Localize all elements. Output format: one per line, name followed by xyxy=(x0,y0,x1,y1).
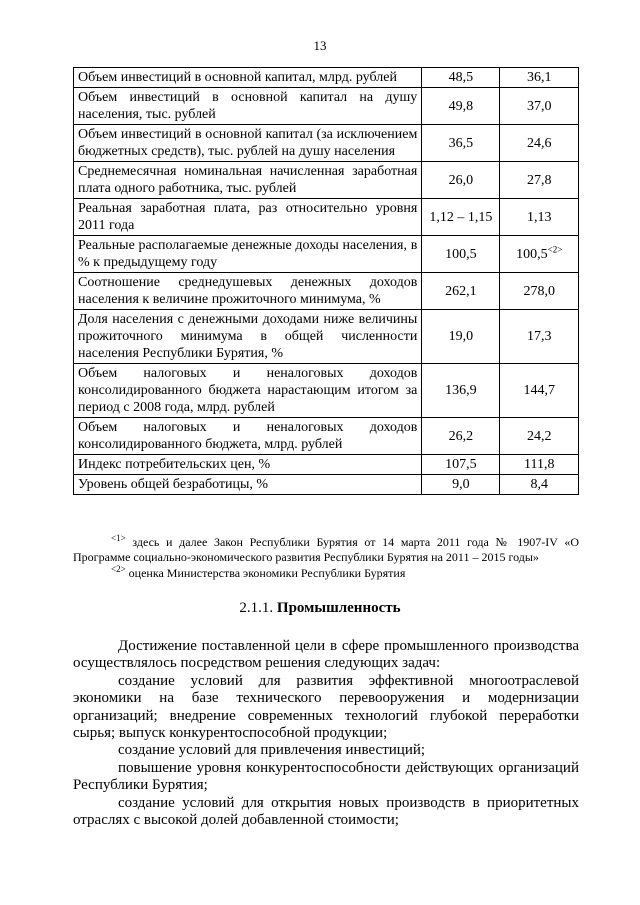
value-col1: 48,5 xyxy=(422,68,500,88)
value-col2-number: 278,0 xyxy=(523,283,555,299)
value-col2 xyxy=(500,455,579,475)
table-row xyxy=(74,236,579,273)
indicator-label: Среднемесячная номинальная начисленная заработная плата одного работника, тыс. рублей xyxy=(74,162,422,199)
indicator-label: Уровень общей безработицы, % xyxy=(74,475,422,495)
footnote-2-marker: <2> xyxy=(111,564,126,574)
value-col1: 136,9 xyxy=(422,364,500,418)
value-col2-number: 100,5 xyxy=(516,246,548,262)
value-col2-number: 36,1 xyxy=(526,70,552,85)
value-col1: 19,0 xyxy=(422,310,500,364)
footnote-1 xyxy=(73,535,579,565)
value-col2 xyxy=(500,418,579,455)
table-row xyxy=(74,88,579,125)
table-row xyxy=(74,310,579,364)
value-col1: 107,5 xyxy=(422,455,500,475)
footnote-2-text: оценка Министерства экономики Республики Бурятия xyxy=(125,566,406,580)
section-heading xyxy=(0,600,640,617)
section-title: Промышленность xyxy=(276,600,401,616)
value-col1: 36,5 xyxy=(422,125,500,162)
indicator-label: Индекс потребительских цен, % xyxy=(74,455,422,475)
indicator-label: Объем налоговых и неналоговых доходов консолидированного бюджета, млрд. рублей xyxy=(74,418,422,455)
value-col1: 262,1 xyxy=(422,273,500,310)
table-row xyxy=(74,273,579,310)
value-col2 xyxy=(500,199,579,236)
indicator-label: Доля населения с денежными доходами ниже величины прожиточного минимума в общей численности населения Республики Бурятия, % xyxy=(74,310,422,364)
value-col2-number: 111,8 xyxy=(524,457,555,472)
value-col2 xyxy=(500,68,579,88)
value-col2-number: 24,2 xyxy=(526,428,552,444)
footnote-1-marker: <1> xyxy=(111,533,126,543)
value-col2 xyxy=(500,88,579,125)
footnote-marker: <2> xyxy=(547,243,563,254)
footnotes xyxy=(73,535,579,581)
value-col2 xyxy=(500,125,579,162)
value-col1: 100,5 xyxy=(422,236,500,273)
value-col2-number: 17,3 xyxy=(526,329,552,344)
value-col1: 26,2 xyxy=(422,418,500,455)
value-col2 xyxy=(500,162,579,199)
value-col1: 1,12 – 1,15 xyxy=(422,199,500,236)
footnote-1-text: здесь и далее Закон Республики Бурятия от 14 марта 2011 года № 1907-IV «О Программе социально-экономического развития Республики Бурятия на 2011 – 2015 годы» xyxy=(73,535,579,564)
paragraph: повышение уровня конкурентоспособности действующих организаций Республики Бурятия; xyxy=(73,759,579,794)
value-col1: 49,8 xyxy=(422,88,500,125)
indicator-label: Соотношение среднедушевых денежных доходов населения к величине прожиточного минимума, % xyxy=(74,273,422,310)
indicators-table xyxy=(73,67,579,495)
section-number: 2.1.1. xyxy=(239,600,277,616)
indicator-label: Реальная заработная плата, раз относительно уровня 2011 года xyxy=(74,199,422,236)
indicator-label: Объем инвестиций в основной капитал на душу населения, тыс. рублей xyxy=(74,88,422,125)
indicator-label: Реальные располагаемые денежные доходы населения, в % к предыдущему году xyxy=(74,236,422,273)
paragraph: создание условий для привлечения инвестиций; xyxy=(118,742,426,759)
value-col2-number: 27,8 xyxy=(526,172,552,188)
value-col2-number: 1,13 xyxy=(526,209,552,225)
table-row xyxy=(74,475,579,495)
footnote-2 xyxy=(73,566,579,581)
value-col2 xyxy=(500,475,579,495)
value-col2 xyxy=(500,310,579,364)
value-col2-number: 8,4 xyxy=(530,477,548,492)
value-col2-number: 24,6 xyxy=(526,135,552,151)
value-col2-number: 37,0 xyxy=(526,98,552,114)
value-col2 xyxy=(500,273,579,310)
indicator-label: Объем налоговых и неналоговых доходов консолидированного бюджета нарастающим итогом за период с 2008 года, млрд. рублей xyxy=(74,364,422,418)
indicator-label: Объем инвестиций в основной капитал (за исключением бюджетных средств), тыс. рублей на душу населения xyxy=(74,125,422,162)
table-row xyxy=(74,199,579,236)
table-body xyxy=(74,68,579,495)
value-col1: 26,0 xyxy=(422,162,500,199)
value-col2-number: 144,7 xyxy=(523,383,555,398)
indicator-label: Объем инвестиций в основной капитал, млрд. рублей xyxy=(74,68,422,88)
paragraph: создание условий для развития эффективной многоотраслевой экономики на базе технического перевооружения и модернизации организаций; внедрение современных технологий глубокой переработки сырья; выпуск конкурентоспособной продукции; xyxy=(73,672,579,742)
table-row xyxy=(74,162,579,199)
table-row xyxy=(74,418,579,455)
value-col1: 9,0 xyxy=(422,475,500,495)
value-col2 xyxy=(500,364,579,418)
paragraph: создание условий для открытия новых производств в приоритетных отраслях с высокой долей добавленной стоимости; xyxy=(73,794,579,829)
value-col2 xyxy=(500,236,579,273)
table-row xyxy=(74,364,579,418)
table-row xyxy=(74,455,579,475)
table-row xyxy=(74,68,579,88)
paragraph: Достижение поставленной цели в сфере промышленного производства осуществлялось посредством решения следующих задач: xyxy=(73,638,579,672)
table-row xyxy=(74,125,579,162)
body-text xyxy=(73,638,579,829)
page-number: 13 xyxy=(313,38,327,53)
